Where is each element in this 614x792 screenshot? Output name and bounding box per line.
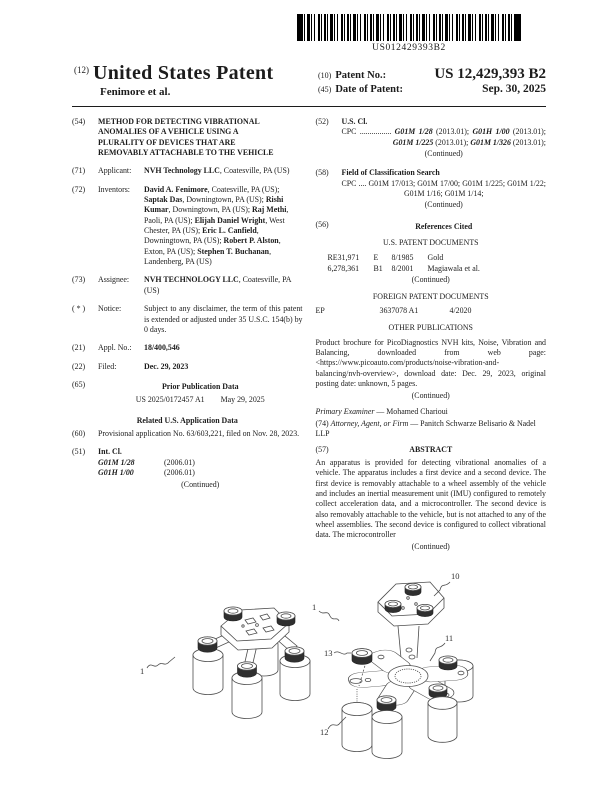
patent-date: Sep. 30, 2025 [482,83,546,95]
ref-kind: B1 [373,263,383,273]
foreign-docs-heading: FOREIGN PATENT DOCUMENTS [372,292,489,302]
references-entry [316,220,547,235]
continued-marker: (Continued) [424,200,463,210]
field-num-52: (52) [315,117,329,126]
ref-date: 8/1985 [391,253,414,263]
leader-line-1-right [319,611,339,621]
header-divider [72,106,546,107]
knob-shape [277,612,295,626]
us-docs-heading: U.S. PATENT DOCUMENTS [382,238,479,248]
field-num-56: (56) [315,219,329,229]
ref-label-1-right: 1 [312,602,317,612]
assignee-label: Assignee: [98,275,130,285]
foreign-country: EP [315,305,325,315]
filed-entry [72,362,303,372]
field-num-73: (73) [72,275,86,285]
field-num-65: (65) [72,379,86,389]
knob-shape [352,649,372,665]
field-num-21: (21) [72,343,86,353]
notice-text: Subject to any disclaimer, the term of this patent is extended or adjusted under 35 U.S.C. 154(b) by 0 days. [144,304,303,334]
inventors-label: Inventors: [98,184,130,194]
field-search-entry [316,168,547,217]
prior-pub-id: US 2025/0172457 A1 [135,395,205,405]
continued-marker: (Continued) [411,391,450,401]
figure-assembled-device [140,607,310,719]
applicant-value: NVH Technology LLC, Coatesville, PA (US) [144,166,290,176]
ref-number: 6,278,361 [327,263,360,273]
ref-label-12: 12 [320,727,329,737]
prior-pub-entry [72,380,303,406]
patent-no-tag: (10) [318,71,332,80]
patent-no-label: Patent No.: [335,70,387,81]
int-cl-label: Int. Cl. [98,447,122,457]
appl-no-entry [72,343,303,353]
inventors-entry [72,185,303,268]
filed-label: Filed: [98,361,117,371]
ref-label-1-left: 1 [140,666,145,676]
us-cl-cpc: CPC ................ G01M 1/28 (2013.01); G01H 1/00 (2013.01); G01M 1/225 (2013.01); G01M 1/326 (2013.01); [341,127,546,147]
knob-shape [224,607,242,621]
knob-shape [385,600,401,612]
foreign-ref-row [316,306,547,316]
figure-exploded-device [312,571,473,759]
continued-marker: (Continued) [411,541,450,551]
field-num-72: (72) [72,184,86,194]
ref-number: RE31,971 [327,253,360,263]
title-entry [72,117,303,158]
inventors-value: David A. Fenimore, Coatesville, PA (US); Saptak Das, Downingtown, PA (US); Rishi Kumar, Downingtown, PA (US); Raj Methi, Paoli, PA (US); Elijah Daniel Wright, West Chester, PA (US); Eric L. Canfield, Downingtown, PA (US); Robert P. Alston, Exton, PA (US); Stephen T. Buchanan, Landenberg, PA (US) [144,184,289,267]
foreign-number: 3637078 A1 [379,305,419,315]
int-cl-date: (2006.01) [164,457,195,467]
foreign-date: 4/2020 [449,305,472,315]
doc-kind-code: (12) [74,65,89,75]
us-ref-row [316,264,547,274]
ref-label-11: 11 [445,633,454,643]
knob-shape [377,696,396,711]
ref-label-10: 10 [451,571,460,581]
date-tag: (45) [318,85,332,94]
field-num-51: (51) [72,447,86,457]
ref-kind: E [373,253,379,263]
field-num-54: (54) [72,117,86,126]
int-cl-row [98,458,303,468]
other-pubs-text: Product brochure for PicoDiagnostics NVH kits, Noise, Vibration and Balancing, downloaded from web page: <https://www.picoauto.com/products/noise-vibration-and-balancing/nvh-overview>, download date: Dec. 29, 2023, original posting date: unknown, 5 pages. [315,337,546,388]
abstract-text: An apparatus is provided for detecting vibrational anomalies of a vehicle. The apparatus includes a first device and a second device. The first device is removably attachable to a wheel assembly of the vehicle and includes an inertial measurement unit (IMU) configured to remotely collect acceleration data, and a microcontroller. The second device is also removably attachable to the vehicle, but is not attached to any of the wheel assemblies. The second device is configured to collect vibrational data. The microcontroller [315,457,546,540]
appl-no-label: Appl. No.: [98,343,132,353]
related-data-text: Provisional application No. 63/603,221, filed on Nov. 28, 2023. [98,428,300,438]
patent-number: US 12,429,393 B2 [434,66,546,82]
ref-name: Gold [427,253,444,263]
applicant-label: Applicant: [98,166,132,176]
barcode [297,14,521,41]
other-pubs-heading: OTHER PUBLICATIONS [388,323,473,333]
document-type: United States Patent [93,62,274,84]
right-column [316,117,547,559]
continued-marker: (Continued) [411,275,450,285]
knob-shape [238,662,257,677]
field-num-58: (58) [315,168,329,178]
field-num-22: (22) [72,361,86,371]
us-ref-row [316,253,547,263]
references-heading: References Cited [415,221,473,231]
bibliographic-columns [72,117,546,559]
notice-label: Notice: [98,304,122,314]
knob-shape [198,637,217,652]
barcode-number: US012429393B2 [372,43,446,53]
prior-pub-date: May 29, 2025 [220,395,265,405]
continued-marker: (Continued) [424,149,463,159]
patent-figure [0,562,614,790]
assignee-value: NVH TECHNOLOGY LLC, Coatesville, PA (US) [144,275,292,295]
knob-shape [429,684,447,698]
knob-shape [417,604,433,616]
continued-marker: (Continued) [181,480,220,490]
assignee-entry [72,275,303,296]
related-data-entry [72,429,303,439]
int-cl-date: (2006.01) [164,467,195,477]
knob-shape [285,647,304,662]
us-cl-label: U.S. Cl. [341,117,368,126]
int-cl-row [98,468,303,478]
left-column [72,117,303,559]
field-num-57: (57) [315,444,329,454]
filed-value: Dec. 29, 2023 [144,361,189,371]
field-search-cpc: CPC .... G01M 17/013; G01M 17/00; G01M 1/225; G01M 1/22; G01M 1/16; G01M 1/14; [341,178,546,199]
ref-date: 8/2001 [391,263,414,273]
figure-drawing [0,562,614,790]
invention-title: METHOD FOR DETECTING VIBRATIONAL ANOMALIES OF A VEHICLE USING A PLURALITY OF DEVICES THAT ARE REMOVABLY ATTACHABLE TO THE VEHICLE [98,117,274,158]
ref-label-13: 13 [324,648,333,658]
header-right [318,66,546,95]
int-cl-entry [72,447,303,493]
abstract-header [316,445,547,455]
notice-entry [72,304,303,335]
knob-shape [439,656,457,670]
ref-name: Magiawala et al. [427,263,480,273]
field-search-label: Field of Classification Search [341,168,440,178]
header-left [74,62,273,98]
leader-line-13 [334,652,351,654]
appl-no-value: 18/400,546 [144,343,180,353]
knob-shape [405,583,421,595]
attorney-line: (74) Attorney, Agent, or Firm — Panitch Schwarze Belisario & Nadel LLP [315,418,536,439]
int-cl-code: G01H 1/00 [98,467,134,477]
date-label: Date of Patent: [335,84,403,95]
abstract-heading: ABSTRACT [409,444,453,454]
field-num-71: (71) [72,166,86,176]
int-cl-code: G01M 1/28 [98,457,135,467]
field-num-notice: ( * ) [72,304,86,314]
field-num-60: (60) [72,428,86,438]
inventor-short-name: Fenimore et al. [100,86,171,98]
primary-examiner-line: Primary Examiner — Mohamed Charioui [315,406,448,416]
related-data-heading: Related U.S. Application Data [136,415,238,425]
applicant-entry [72,166,303,176]
leader-line-1-left [147,657,175,668]
us-cl-entry [316,117,547,166]
prior-pub-heading: Prior Publication Data [161,381,239,391]
